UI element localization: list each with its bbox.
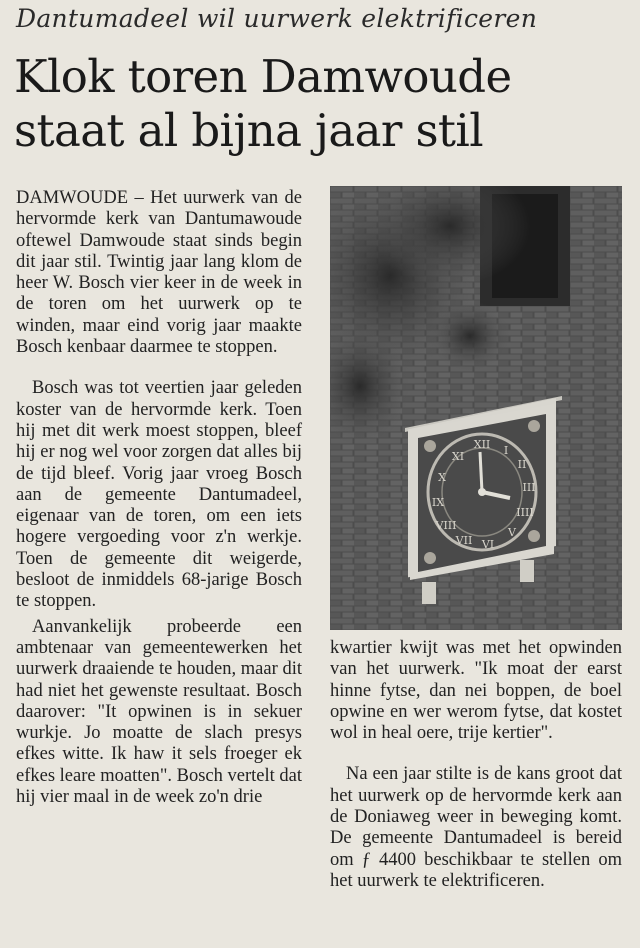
headline-line-1: Klok toren Damwoude bbox=[14, 50, 512, 103]
svg-text:IIII: IIII bbox=[516, 506, 534, 519]
article-headline bbox=[14, 50, 626, 158]
svg-text:I: I bbox=[503, 444, 509, 457]
paragraph-intro: DAMWOUDE – Het uurwerk van de hervormde kerk van Dantumawoude oftewel Damwoude staat sinds begin dit jaar stil. Twintig jaar lang klom de heer W. Bosch vier keer in de week in de toren om het uurwerk op te winden, maar eind vorig jaar maakte Bosch kenbaar daarmee te stoppen. bbox=[16, 188, 302, 358]
svg-text:III: III bbox=[522, 481, 536, 494]
paragraph-ambtenaar: Aanvankelijk probeerde een ambtenaar van gemeentewerken het uurwerk draaiende te houden, maar dit had niet het gewenste resultaat. Bosch daarover: "It opwinen is in sekuer wurkje. Jo moatte de slach presys efkes witte. Ik haw it sels froeger ek efkes leare moatten". Bosch vertelt dat hij vier maal in de week zo'n drie bbox=[16, 616, 302, 808]
svg-text:VI: VI bbox=[481, 538, 495, 551]
svg-text:IX: IX bbox=[431, 496, 445, 509]
svg-text:XI: XI bbox=[451, 450, 465, 463]
svg-text:II: II bbox=[517, 458, 527, 471]
svg-text:VII: VII bbox=[455, 534, 473, 547]
svg-text:V: V bbox=[508, 526, 516, 539]
article-kicker: Dantumadeel wil uurwerk elektrificeren bbox=[16, 4, 538, 33]
paragraph-conclusion: Na een jaar stilte is de kans groot dat het uurwerk op de hervormde kerk aan de Doniaweg weer in beweging komt. De gemeente Dantumadeel is bereid om ƒ 4400 beschikbaar te stellen om het uurwerk te elektrificeren. bbox=[330, 764, 622, 891]
headline-line-2: staat al bijna jaar stil bbox=[14, 104, 483, 157]
article-column-right bbox=[330, 638, 622, 892]
clock-tower-illustration bbox=[330, 186, 622, 630]
svg-text:VIII: VIII bbox=[435, 519, 457, 532]
clock-tower-photo bbox=[330, 186, 622, 630]
paragraph-koster: Bosch was tot veertien jaar geleden koster van de hervormde kerk. Toen hij met dit werk moest stoppen, bleef hij er nog wel voor zorgen dat alles bij de tijd bleef. Vorig jaar vroeg Bosch aan de gemeente Dantumadeel, eigenaar van de toren, om een iets hogere vergoeding voor z'n werkje. Toen de gemeente dit weigerde, besloot de inmiddels 68-jarige Bosch te stoppen. bbox=[16, 378, 302, 612]
svg-text:XII: XII bbox=[473, 438, 491, 451]
svg-text:X: X bbox=[438, 471, 446, 484]
article-column-left bbox=[16, 188, 302, 808]
paragraph-kwartier: kwartier kwijt was met het opwinden van het uurwerk. "Ik moat der earst hinne fytse, dan nei boppen, de boel opwine en wer werom fytse, dat kostet wol in heal oere, trije kertier". bbox=[330, 638, 622, 744]
